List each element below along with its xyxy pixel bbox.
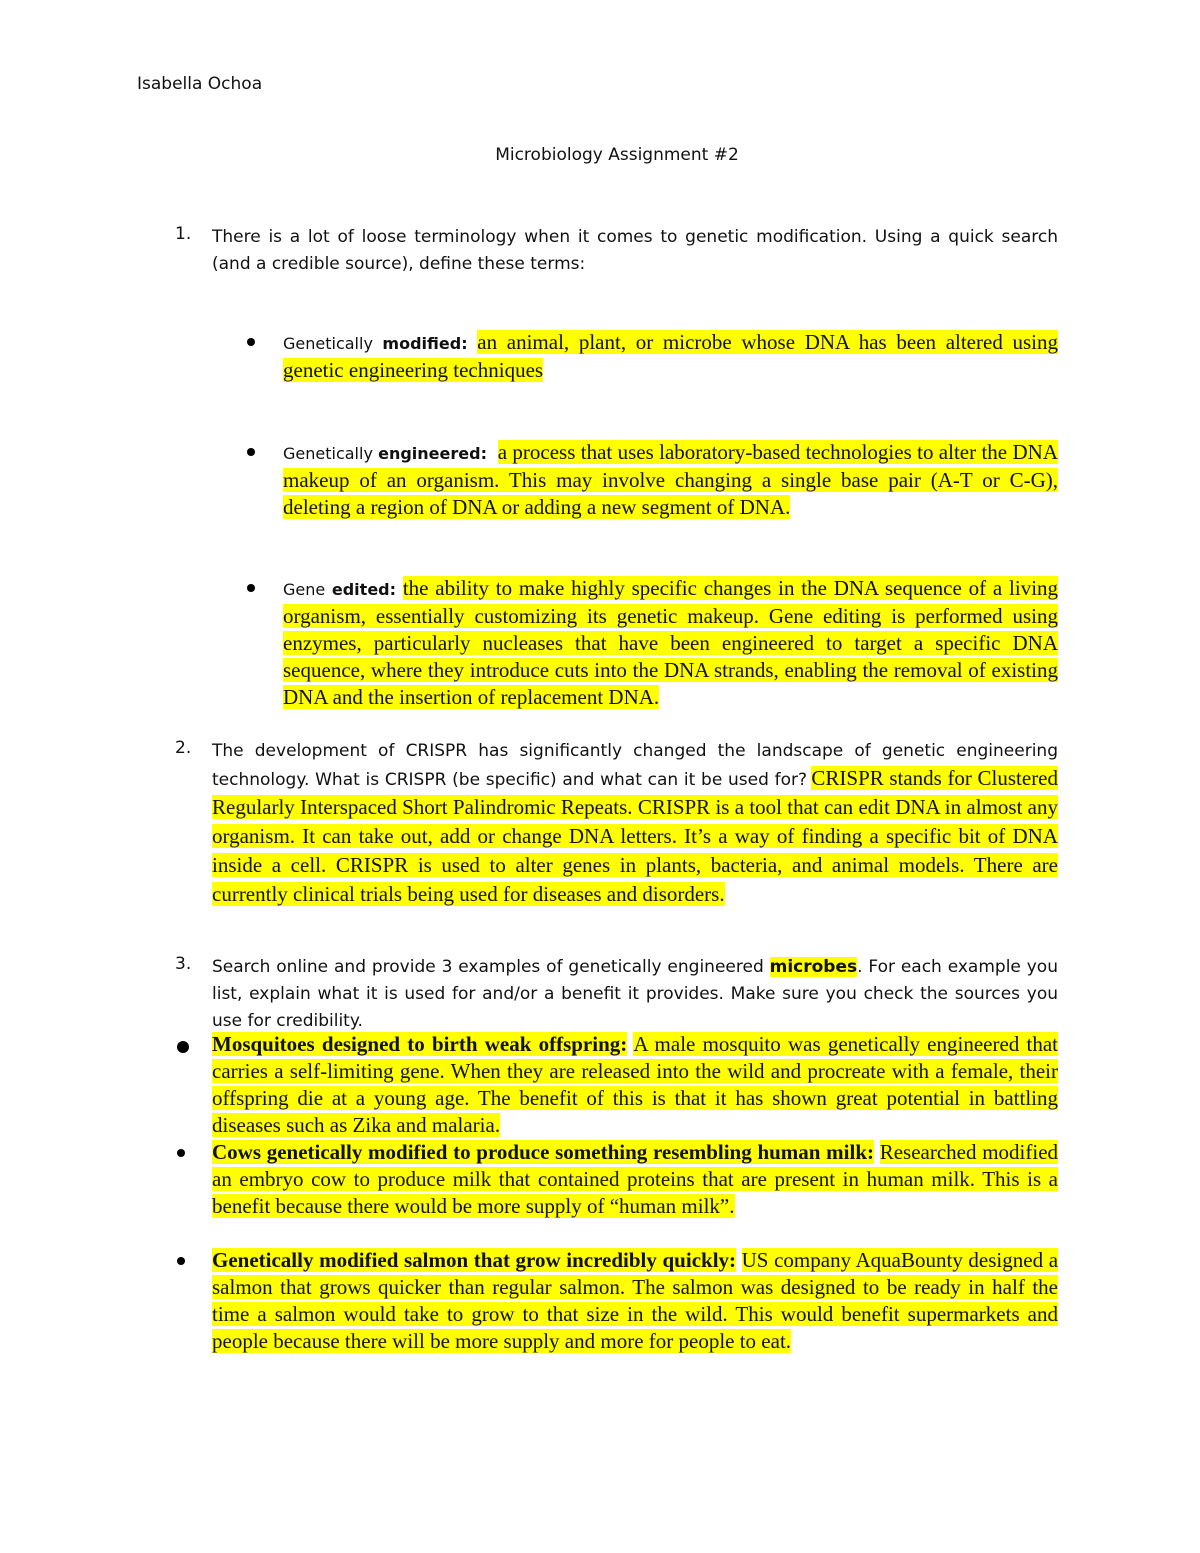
q3-number: 3. bbox=[175, 954, 192, 974]
example-label: Mosquitoes designed to birth weak offspring: bbox=[212, 1032, 628, 1056]
q2-question: The development of CRISPR has significantly changed the landscape of genetic engineering technology. What is CRISPR (be specific) and what can it be used for? bbox=[212, 741, 1058, 790]
example-text: US company AquaBounty designed a salmon that grows quicker than regular salmon. The salmon was designed to be ready in half the time a salmon would take to grow to that size in the wild. This would benefit supermarkets and people because there will be more supply and more for people to eat. bbox=[212, 1248, 1059, 1353]
q2-answer: CRISPR stands for Clustered Regularly Interspaced Short Palindromic Repeats. CRISPR is a tool that can edit DNA in almost any organism. It can take out, add or change DNA letters. It’s a way of finding a specific bit of DNA inside a cell. CRISPR is used to alter genes in plants, bacteria, and animal models. There are currently clinical trials being used for diseases and disorders. bbox=[212, 766, 1059, 906]
q2-number: 2. bbox=[175, 738, 192, 758]
bullet-icon bbox=[175, 1255, 187, 1267]
q1-item-edited bbox=[283, 575, 1058, 711]
q1-number: 1. bbox=[175, 224, 192, 244]
definition: the ability to make highly specific changes in the DNA sequence of a living organism, essentially customizing its genetic makeup. Gene editing is performed using enzymes, particularly nucleases that have been engineered to target a specific DNA sequence, where they introduce cuts into the DNA strands, enabling the removal of existing DNA and the insertion of replacement DNA. bbox=[283, 576, 1059, 709]
bullet-icon bbox=[245, 582, 257, 594]
author-name: Isabella Ochoa bbox=[137, 74, 263, 94]
bullet-icon bbox=[175, 1039, 187, 1051]
example-text: Researched modified an embryo cow to produce milk that contained proteins that are present in human milk. This is a benefit because there would be more supply of “human milk”. bbox=[212, 1140, 1059, 1218]
term-bold: modified: bbox=[382, 334, 468, 353]
definition: an animal, plant, or microbe whose DNA has been altered using genetic engineering techniques bbox=[283, 330, 1058, 382]
term-bold: engineered: bbox=[378, 444, 487, 463]
term-label: Genetically bbox=[283, 444, 379, 463]
q1-item-modified bbox=[283, 329, 1058, 384]
q2-block bbox=[212, 738, 1058, 910]
q3-item-salmon bbox=[212, 1247, 1058, 1355]
q1-item-engineered bbox=[283, 439, 1058, 521]
bullet-icon bbox=[175, 1147, 187, 1159]
example-label: Cows genetically modified to produce something resembling human milk: bbox=[212, 1140, 875, 1164]
example-text: A male mosquito was genetically engineered that carries a self-limiting gene. When they are released into the wild and procreate with a female, their offspring die at a young age. The benefit of this is that it has shown great potential in battling diseases such as Zika and malaria. bbox=[212, 1032, 1058, 1137]
q3-item-mosquitoes bbox=[212, 1031, 1058, 1139]
microbes-highlight: microbes bbox=[769, 957, 858, 977]
q3-item-cows bbox=[212, 1139, 1058, 1220]
example-label: Genetically modified salmon that grow incredibly quickly: bbox=[212, 1248, 737, 1272]
term-bold: edited: bbox=[331, 580, 397, 599]
q3-text: Search online and provide 3 examples of genetically engineered microbes. For each example you list, explain what it is used for and/or a benefit it provides. Make sure you check the sources you use for credibility. bbox=[212, 957, 1058, 1031]
term-label: Gene bbox=[283, 580, 332, 599]
page-title: Microbiology Assignment #2 bbox=[495, 145, 739, 165]
bullet-icon bbox=[245, 336, 257, 348]
term-label: Genetically bbox=[283, 334, 383, 353]
definition: a process that uses laboratory-based technologies to alter the DNA makeup of an organism. This may involve changing a single base pair (A-T or C-G), deleting a region of DNA or adding a new segment of DNA. bbox=[283, 440, 1058, 519]
bullet-icon bbox=[245, 446, 257, 458]
q1-text: There is a lot of loose terminology when it comes to genetic modification. Using a quick search (and a credible source), define these terms: bbox=[212, 227, 1058, 274]
